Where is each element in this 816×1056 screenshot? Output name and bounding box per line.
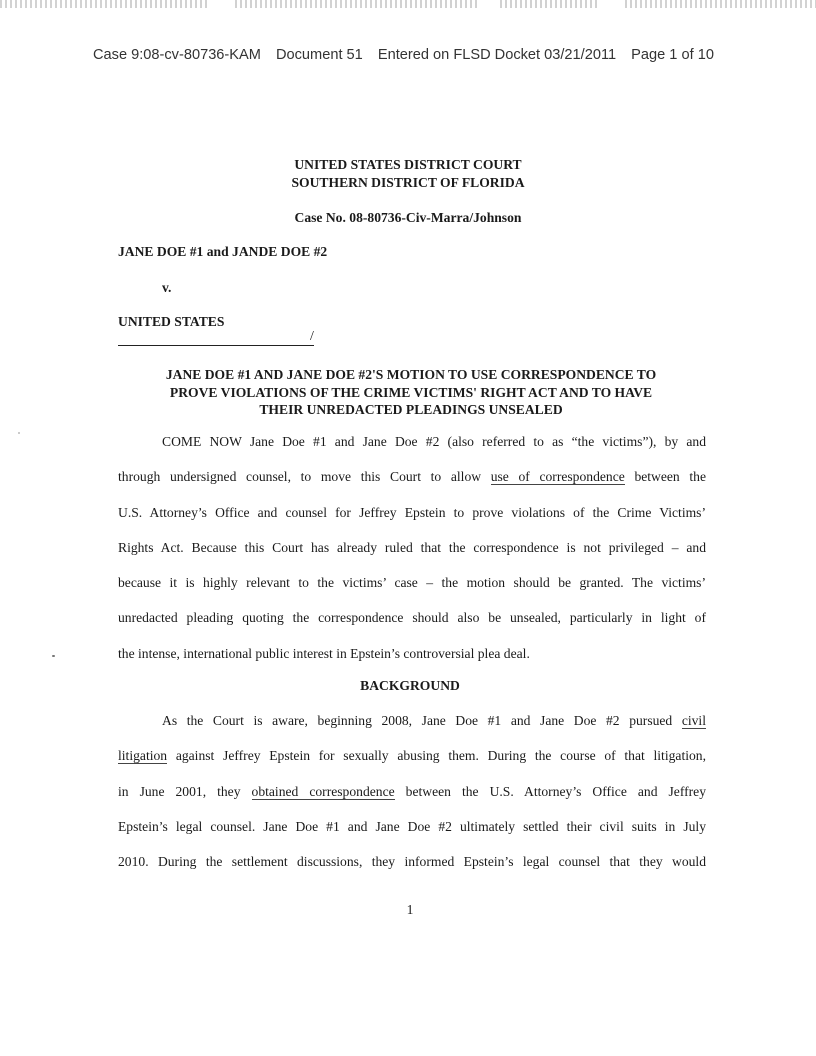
caption-rule xyxy=(118,345,314,346)
caption-slash: / xyxy=(310,329,314,344)
intro-paragraph xyxy=(118,424,706,671)
court-name: UNITED STATES DISTRICT COURT xyxy=(294,157,522,172)
underlined-phrase: obtained correspondence xyxy=(251,783,395,799)
underlined-phrase: use of correspondence xyxy=(490,469,625,485)
defendant: UNITED STATES xyxy=(118,314,225,329)
scan-speck xyxy=(18,432,20,434)
header-case: Case 9:08-cv-80736-KAM xyxy=(93,47,261,63)
plaintiffs: JANE DOE #1 and JANDE DOE #2 xyxy=(118,244,328,259)
underlined-phrase: civil xyxy=(681,713,706,728)
motion-title-line: JANE DOE #1 AND JANE DOE #2'S MOTION TO USE CORRESPONDENCE TO xyxy=(165,367,657,382)
scan-speck xyxy=(52,655,55,657)
scan-artifact-top xyxy=(0,0,816,8)
paragraph-line: As the Court is aware, beginning 2008, Jane Doe #1 and Jane Doe #2 pursued civil xyxy=(162,713,706,728)
paragraph-line: Rights Act. Because this Court has already ruled that the correspondence is not privileged – and xyxy=(118,539,706,555)
background-paragraph xyxy=(118,703,706,879)
header-entered: Entered on FLSD Docket 03/21/2011 xyxy=(377,47,617,63)
paragraph-line: 2010. During the settlement discussions, they informed Epstein’s legal counsel that they would xyxy=(118,854,706,870)
docket-header xyxy=(93,47,753,63)
paragraph-line: Epstein’s legal counsel. Jane Doe #1 and Jane Doe #2 ultimately settled their civil suits in July xyxy=(118,818,706,834)
paragraph-line: unredacted pleading quoting the correspondence should also be unsealed, particularly in light of xyxy=(118,610,706,626)
motion-title-line: THEIR UNREDACTED PLEADINGS UNSEALED xyxy=(259,402,563,417)
paragraph-line: the intense, international public interest in Epstein’s controversial plea deal. xyxy=(118,645,530,661)
underlined-phrase: litigation xyxy=(118,748,168,764)
paragraph-line: U.S. Attorney’s Office and counsel for Jeffrey Epstein to prove violations of the Crime Victims’ xyxy=(118,504,706,520)
court-district: SOUTHERN DISTRICT OF FLORIDA xyxy=(291,175,525,190)
background-heading: BACKGROUND xyxy=(360,678,460,693)
motion-title-line: PROVE VIOLATIONS OF THE CRIME VICTIMS' RIGHT ACT AND TO HAVE xyxy=(169,384,653,400)
versus: v. xyxy=(162,280,172,295)
paragraph-line: because it is highly relevant to the victims’ case – the motion should be granted. The victims’ xyxy=(118,575,706,591)
paragraph-line: COME NOW Jane Doe #1 and Jane Doe #2 (also referred to as “the victims”), by and xyxy=(162,434,706,449)
paragraph-line: litigation against Jeffrey Epstein for sexually abusing them. During the course of that litigation, xyxy=(118,748,706,764)
page-number: 1 xyxy=(406,902,414,917)
paragraph-line: in June 2001, they obtained correspondence between the U.S. Attorney’s Office and Jeffrey xyxy=(118,783,706,799)
motion-title xyxy=(118,366,704,419)
case-number: Case No. 08-80736-Civ-Marra/Johnson xyxy=(294,210,522,225)
header-document: Document 51 xyxy=(275,47,363,63)
header-page: Page 1 of 10 xyxy=(631,47,714,63)
paragraph-line: through undersigned counsel, to move this Court to allow use of correspondence between the xyxy=(118,469,706,485)
